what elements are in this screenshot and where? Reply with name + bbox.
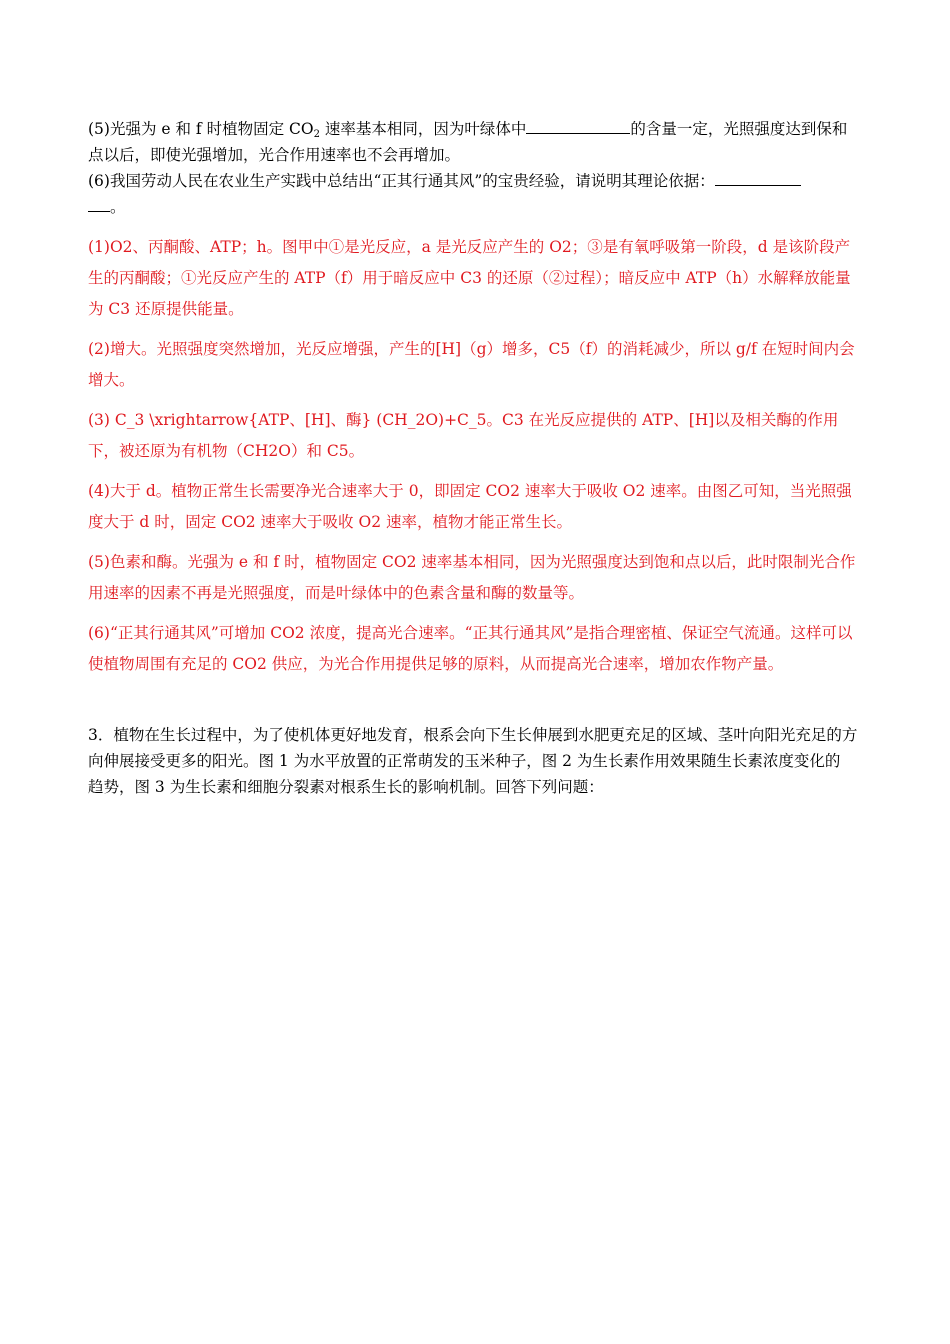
q5-subscript: 2 <box>313 129 320 140</box>
question-6 <box>88 168 862 220</box>
answer-6: (6)“正其行通其风”可增加 CO2 浓度，提高光合速率。“正其行通其风”是指合理密植、保证空气流通。这样可以使植物周围有充足的 CO2 供应，为光合作用提供足够的原料，从而提高光合速率，增加农作物产量。 <box>88 624 853 673</box>
q5-text-mid: 速率基本相同，因为叶绿体中 <box>319 120 527 138</box>
q5-answer-blank <box>526 117 630 134</box>
q6-answer-blank <box>715 169 801 186</box>
answer-1: (1)O2、丙酮酸、ATP；h。图甲中①是光反应，a 是光反应产生的 O2；③是有氧呼吸第一阶段，d 是该阶段产生的丙酮酸；①光反应产生的 ATP（f）用于暗反应中 C3 的还原（②过程）；暗反应中 ATP（h）水解释放能量为 C3 还原提供能量。 <box>88 238 851 318</box>
q5-text-start: (5)光强为 e 和 f 时植物固定 CO <box>88 120 314 138</box>
q6-answer-blank-continued <box>88 195 110 212</box>
q6-text: (6)我国劳动人民在农业生产实践中总结出“正其行通其风”的宝贵经验，请说明其理论依据： <box>88 172 715 190</box>
question-3-intro: 3．植物在生长过程中，为了使机体更好地发育，根系会向下生长伸展到水肥更充足的区域、茎叶向阳光充足的方向伸展接受更多的阳光。图 1 为水平放置的正常萌发的玉米种子，图 2 为生长素作用效果随生长素浓度变化的 <box>88 726 858 770</box>
q5-text-end: 的含量一定，光照强度达到保和点以后，即使光强增加，光合作用速率也不会再增加。 <box>88 120 848 164</box>
answer-5: (5)色素和酶。光强为 e 和 f 时，植物固定 CO2 速率基本相同，因为光照强度达到饱和点以后，此时限制光合作用速率的因素不再是光照强度，而是叶绿体中的色素含量和酶的数量等。 <box>88 553 856 602</box>
question-3 <box>88 722 862 800</box>
answer-4: (4)大于 d。植物正常生长需要净光合速率大于 0，即固定 CO2 速率大于吸收 O2 速率。由图乙可知，当光照强度大于 d 时，固定 CO2 速率大于吸收 O2 速率，植物才能正常生长。 <box>88 482 852 531</box>
question-3-prompt: 趋势，图 3 为生长素和细胞分裂素对根系生长的影响机制。回答下列问题： <box>88 778 604 796</box>
question-5 <box>88 116 862 168</box>
answer-2: (2)增大。光照强度突然增加，光反应增强，产生的[H]（g）增多，C5（f）的消耗减少，所以 g/f 在短时间内会增大。 <box>88 340 855 389</box>
answer-3: (3) C_3 \xrightarrow{ATP、[H]、酶} (CH_2O)+C_5。C3 在光反应提供的 ATP、[H]以及相关酶的作用下，被还原为有机物（CH2O）和 C5。 <box>88 411 839 460</box>
q6-text-end: 。 <box>110 198 126 216</box>
document-page <box>88 116 862 800</box>
